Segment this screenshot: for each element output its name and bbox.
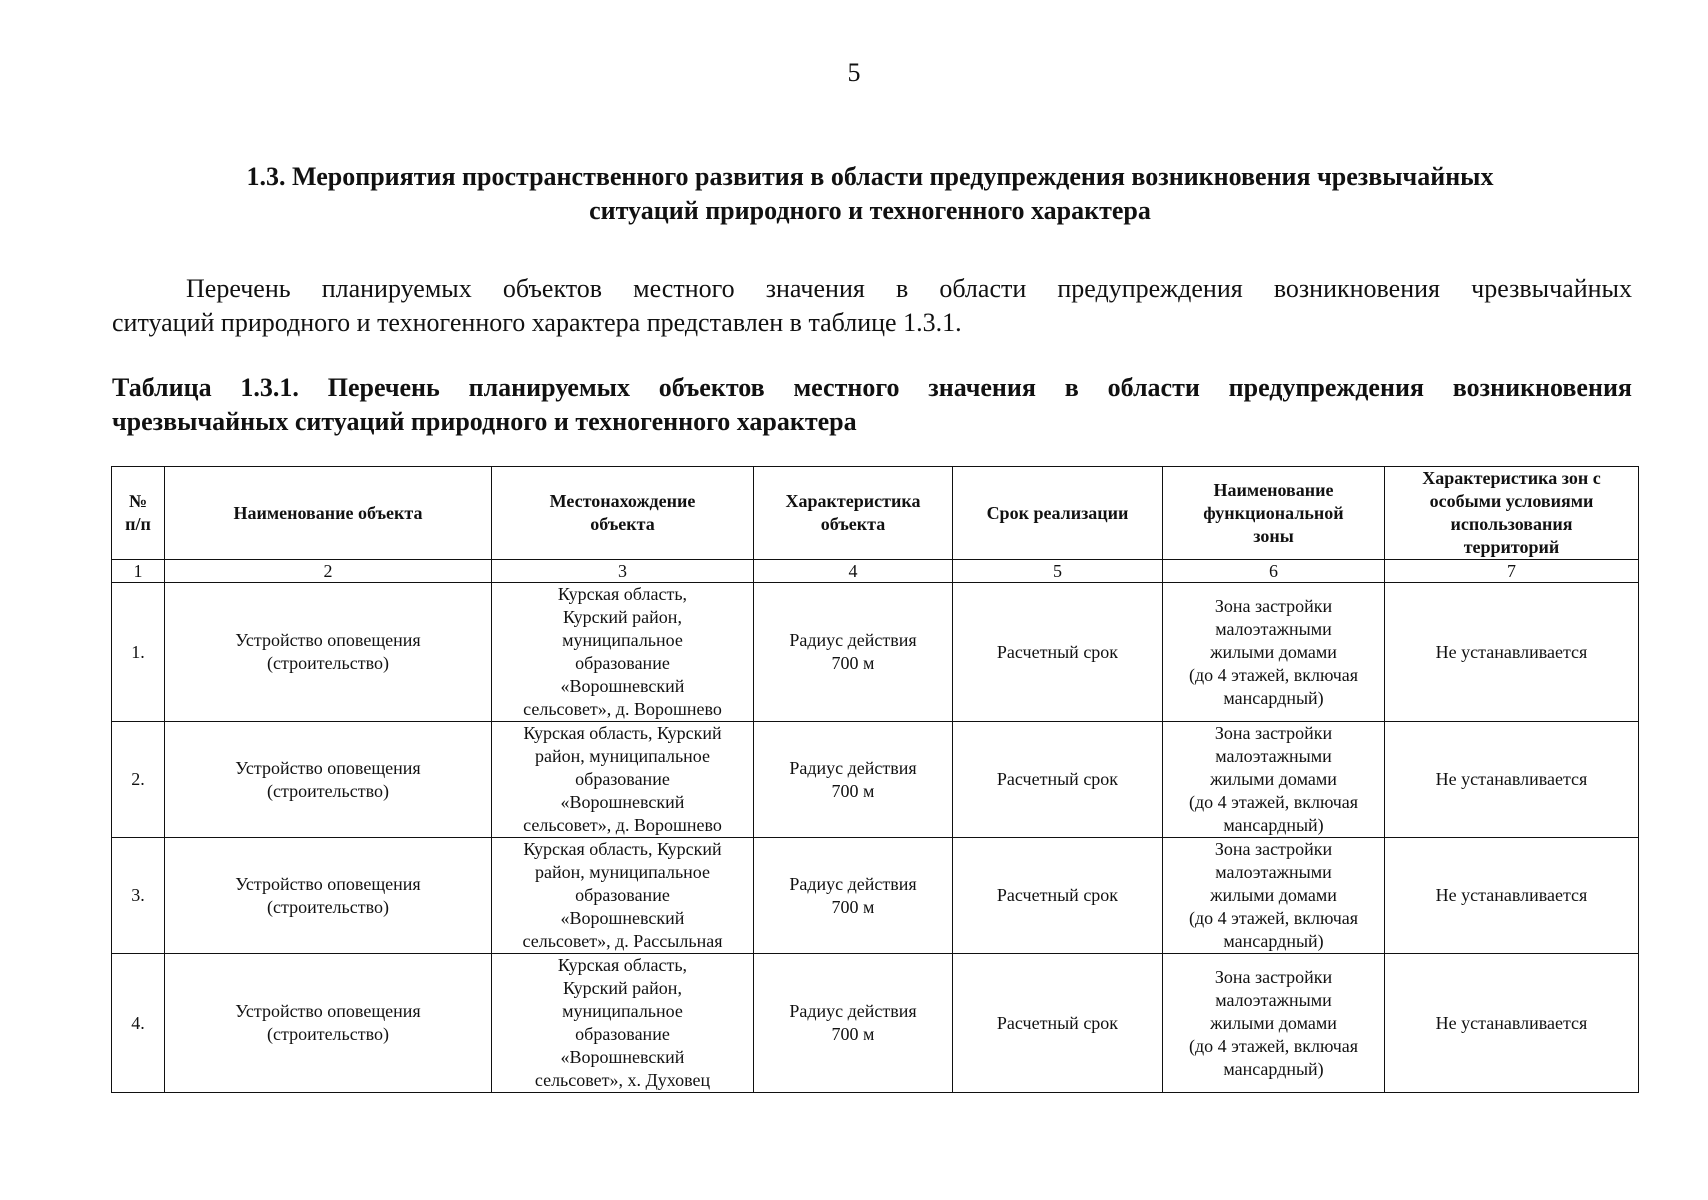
column-number: 4	[754, 560, 953, 583]
cell-zone: Зона застройки малоэтажными жилыми домами (до 4 этажей, включая мансардный)	[1163, 838, 1385, 954]
cell-restrictions: Не устанавливается	[1385, 722, 1639, 838]
table-caption-line: чрезвычайных ситуаций природного и техногенного характера	[112, 407, 857, 436]
table-row	[112, 954, 1639, 1093]
column-number: 5	[953, 560, 1163, 583]
cell-location: Курская область, Курский район, муниципальное образование «Ворошневский сельсовет», д. Ворошнево	[492, 722, 754, 838]
cell-number: 1.	[112, 583, 165, 722]
header-object-name: Наименование объекта	[165, 467, 492, 560]
header-location: Местонахождение объекта	[492, 467, 754, 560]
column-number: 2	[165, 560, 492, 583]
section-title-line: ситуаций природного и техногенного характера	[589, 196, 1151, 225]
cell-object-name: Устройство оповещения (строительство)	[165, 583, 492, 722]
table-caption	[112, 371, 1632, 439]
page-number: 5	[847, 58, 861, 87]
header-functional-zone: Наименование функциональной зоны	[1163, 467, 1385, 560]
cell-restrictions: Не устанавливается	[1385, 583, 1639, 722]
cell-zone: Зона застройки малоэтажными жилыми домами (до 4 этажей, включая мансардный)	[1163, 722, 1385, 838]
header-characteristic: Характеристика объекта	[754, 467, 953, 560]
cell-characteristic: Радиус действия 700 м	[754, 583, 953, 722]
cell-term: Расчетный срок	[953, 838, 1163, 954]
table-row	[112, 583, 1639, 722]
table-row	[112, 838, 1639, 954]
cell-term: Расчетный срок	[953, 722, 1163, 838]
cell-term: Расчетный срок	[953, 954, 1163, 1093]
cell-object-name: Устройство оповещения (строительство)	[165, 722, 492, 838]
cell-number: 3.	[112, 838, 165, 954]
cell-object-name: Устройство оповещения (строительство)	[165, 838, 492, 954]
cell-number: 4.	[112, 954, 165, 1093]
cell-term: Расчетный срок	[953, 583, 1163, 722]
cell-object-name: Устройство оповещения (строительство)	[165, 954, 492, 1093]
cell-characteristic: Радиус действия 700 м	[754, 838, 953, 954]
objects-table	[111, 466, 1639, 1093]
cell-location: Курская область, Курский район, муниципальное образование «Ворошневский сельсовет», д. Рассыльная	[492, 838, 754, 954]
column-number: 7	[1385, 560, 1639, 583]
column-number-row	[112, 560, 1639, 583]
header-term: Срок реализации	[953, 467, 1163, 560]
cell-location: Курская область, Курский район, муниципальное образование «Ворошневский сельсовет», д. Ворошнево	[492, 583, 754, 722]
section-title-line: 1.3. Мероприятия пространственного развития в области предупреждения возникновения чрезвычайных	[246, 162, 1494, 191]
cell-zone: Зона застройки малоэтажными жилыми домами (до 4 этажей, включая мансардный)	[1163, 583, 1385, 722]
cell-restrictions: Не устанавливается	[1385, 838, 1639, 954]
header-restrictions: Характеристика зон с особыми условиями использования территорий	[1385, 467, 1639, 560]
cell-restrictions: Не устанавливается	[1385, 954, 1639, 1093]
table-header-row	[112, 467, 1639, 560]
cell-characteristic: Радиус действия 700 м	[754, 722, 953, 838]
section-title	[150, 160, 1590, 228]
intro-line: Перечень планируемых объектов местного значения в области предупреждения возникновения чрезвычайных	[186, 274, 1632, 303]
intro-line: ситуаций природного и техногенного характера представлен в таблице 1.3.1.	[112, 308, 962, 337]
cell-number: 2.	[112, 722, 165, 838]
column-number: 1	[112, 560, 165, 583]
header-number: № п/п	[112, 467, 165, 560]
cell-characteristic: Радиус действия 700 м	[754, 954, 953, 1093]
intro-paragraph	[112, 272, 1632, 340]
column-number: 6	[1163, 560, 1385, 583]
cell-zone: Зона застройки малоэтажными жилыми домами (до 4 этажей, включая мансардный)	[1163, 954, 1385, 1093]
table-row	[112, 722, 1639, 838]
table-caption-line: Таблица 1.3.1. Перечень планируемых объектов местного значения в области предупреждения возникновения	[112, 373, 1632, 402]
column-number: 3	[492, 560, 754, 583]
cell-location: Курская область, Курский район, муниципальное образование «Ворошневский сельсовет», х. Духовец	[492, 954, 754, 1093]
